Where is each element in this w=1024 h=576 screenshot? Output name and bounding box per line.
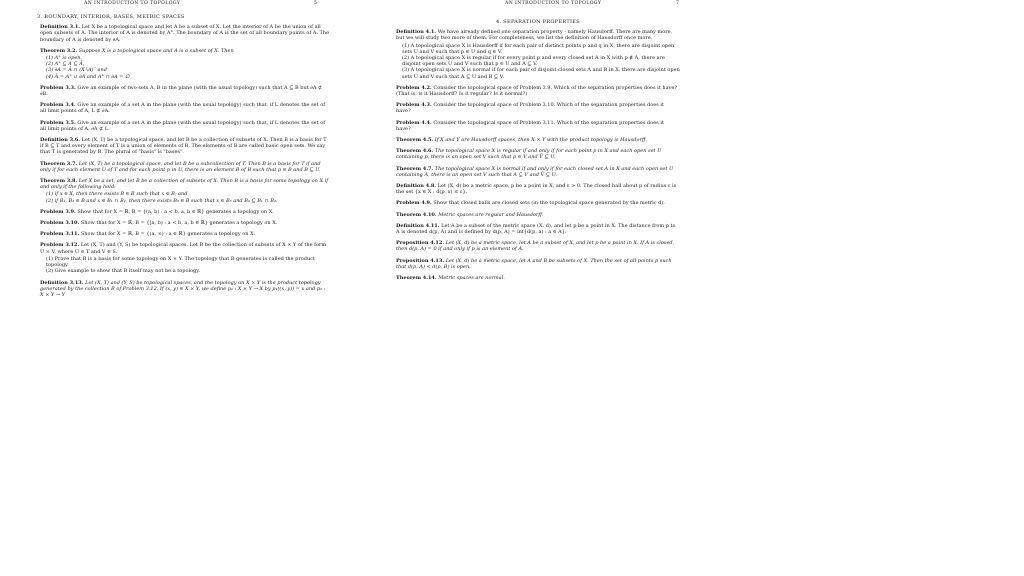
item-label: Definition 4.11. xyxy=(396,222,440,229)
paragraph xyxy=(396,275,680,281)
paragraph xyxy=(396,258,680,270)
page-number: 5 xyxy=(314,1,317,6)
item-label: Problem 3.10. xyxy=(40,220,80,227)
page-content xyxy=(396,14,680,286)
paragraph xyxy=(40,48,330,54)
item-list xyxy=(40,24,330,298)
item-label: Definition 4.8. xyxy=(396,183,437,190)
text-block xyxy=(40,120,330,132)
paragraph xyxy=(396,166,680,178)
paragraph xyxy=(396,148,680,160)
item-text: Let (X, T) be a topological space, and let B be a collection of subsets of X. Then B is a basis for T if B ⊆ T and every element of T is a union of elements of B. The elements of B are called basic open sets. We say that T is generated by B. The plural of "basis" is "bases". xyxy=(40,137,327,156)
text-block xyxy=(40,85,330,97)
item-text: The topological space X is regular if and only if for each point p in X and each open set U containing p, there is an open set V such that p ∈ V and V̄ ⊆ U. xyxy=(396,148,662,161)
text-block xyxy=(396,212,680,218)
item-label: Definition 3.6. xyxy=(40,137,81,144)
running-header: AN INTRODUCTION TO TOPOLOGY xyxy=(84,1,181,6)
text-block xyxy=(40,220,330,226)
item-text: Metric spaces are normal. xyxy=(436,275,505,282)
right-page xyxy=(340,0,682,576)
item-text: Give an example of a set A in the plane (with the usual topology) such that, if L denotes the set of all limit points of A, L ⊄ ∂A. xyxy=(40,102,326,115)
paragraph xyxy=(40,280,330,299)
item-text: If X and Y are Hausdorff spaces, then X × Y with the product topology is Hausdorff. xyxy=(433,137,648,144)
text-block xyxy=(396,183,680,195)
list-item: (2) if B₁, B₂ ∈ B and x ∈ B₁ ∩ B₂, then there exists B₃ ∈ B such that x ∈ B₃ and B₃ ⊆ B₁ ∩ B₂. xyxy=(46,197,278,204)
item-text: Let X be a topological space and let A be a subset of X. Let the interior of A be the union of all open subsets of A. The interior of A is denoted by A°. The boundary of A is the set of all boundary points of A. The boundary of A is denoted by ∂A. xyxy=(40,24,330,43)
item-label: Problem 3.11. xyxy=(40,231,80,238)
paragraph xyxy=(396,29,680,41)
item-label: Theorem 4.10. xyxy=(396,211,437,218)
enumerated-list xyxy=(402,43,680,80)
list-item: (2) A topological space X is regular if for every point p and every closed set A in X with p ∉ A, there are disjoint open sets U and V such that p ∈ U and A ⊆ V. xyxy=(402,55,665,68)
text-block xyxy=(40,178,330,204)
paragraph xyxy=(396,183,680,195)
paragraph xyxy=(40,231,330,237)
text-block xyxy=(396,29,680,80)
list-item: (3) A topological space X is normal if for each pair of disjoint closed sets A and B in X, there are disjoint open sets U and V such that A ⊆ U and B ⊆ V. xyxy=(402,67,680,80)
text-block xyxy=(396,120,680,132)
paragraph xyxy=(40,137,330,156)
list-item: (3) ∂A = Ā ∩ (X∖A)‾ and xyxy=(46,67,107,74)
item-label: Theorem 3.8. xyxy=(40,178,78,185)
text-block xyxy=(396,200,680,206)
page-number: 7 xyxy=(676,1,679,6)
paragraph xyxy=(396,212,680,218)
paragraph xyxy=(40,242,330,254)
paragraph xyxy=(396,137,680,143)
list-item: (2) Give example to show that B itself may not be a topology. xyxy=(46,268,201,275)
text-block xyxy=(396,258,680,270)
enumerated-list xyxy=(46,256,330,275)
item-text: Consider the topological space of Problem 3.11. Which of the separation properties does it have? xyxy=(396,119,664,132)
item-text: Consider the topological space of Problem 3.9. Which of the separation properties does it have? (That is, is it Hausdorff? Is it regular? Is it normal?) xyxy=(396,84,678,98)
text-block xyxy=(40,161,330,173)
item-label: Theorem 4.6. xyxy=(396,148,434,155)
item-label: Problem 3.9. xyxy=(40,208,76,215)
text-block xyxy=(40,24,330,43)
item-text: Give an example of a set A in the plane (with the usual topology) such that, if L denotes the set of all limit points of A, ∂A ⊄ L. xyxy=(40,119,326,132)
text-block xyxy=(396,275,680,281)
text-block xyxy=(396,148,680,160)
paragraph xyxy=(40,24,330,43)
text-block xyxy=(396,85,680,97)
item-text: Let X be a set, and let B be a collection of subsets of X. Then B is a basis for some topology on X if and only if the following hold: xyxy=(40,178,329,191)
paragraph xyxy=(396,85,680,97)
item-text: Show that for X = ℝ, B = {(a, b) : a < b, a, b ∈ ℝ} generates a topology on X. xyxy=(75,208,274,215)
enumerated-list xyxy=(46,55,330,80)
item-label: Problem 4.2. xyxy=(396,84,432,91)
paragraph xyxy=(396,120,680,132)
text-block xyxy=(396,240,680,252)
paragraph xyxy=(40,178,330,190)
list-item: (1) if x ∈ X, then there exists B ∈ B such that x ∈ B; and xyxy=(46,191,188,198)
item-label: Problem 3.4. xyxy=(40,102,76,109)
item-text: Let A be a subset of the metric space (X, d), and let p be a point in X. The distance from p to A is denoted d(p, A) and is defined by d(p, A) = inf{d(p, a) : a ∈ A}. xyxy=(396,222,676,236)
paragraph xyxy=(40,220,330,226)
left-page xyxy=(0,0,340,576)
enumerated-list xyxy=(46,191,330,203)
item-text: Show that closed balls are closed sets (in the topological space generated by the metric d). xyxy=(431,200,665,207)
item-label: Theorem 3.7. xyxy=(40,160,78,167)
text-block xyxy=(40,242,330,274)
paragraph xyxy=(396,200,680,206)
item-text: Let (X, T) be a topological space, and let B be a subcollection of T. Then B is a basis for T if and only if for each element U of T and for each point p in U, there is an element B of B such that p ∈ B and B ⊆ U. xyxy=(40,160,321,173)
text-block xyxy=(396,166,680,178)
item-text: Consider the topological space of Problem 3.10. Which of the separation properties does it have? xyxy=(396,102,664,115)
item-list xyxy=(396,29,680,281)
text-block xyxy=(40,137,330,156)
text-block xyxy=(396,102,680,114)
item-text: The topological space X is normal if and only if for each closed set A in X and each open set U containing A, there is an open set V such that A ⊆ V and V̄ ⊆ U. xyxy=(396,165,674,178)
item-text: Give an example of two sets A, B in the plane (with the usual topology) such that A ⊆ B but ∂A ⊄ ∂B. xyxy=(40,84,323,98)
paragraph xyxy=(40,161,330,173)
paragraph xyxy=(40,209,330,215)
item-text: We have already defined one separation property - namely Hausdorff. There are many more, but we will study two more of them. For completeness, we list the definition of Hausdorff once more. xyxy=(396,29,673,42)
item-text: Let (X, T) and (Y, S) be topological spaces, and the topology on X × Y is the product topology generated by the collection B of Problem 3.12. If (x, y) ∈ X × Y, we define p₁ : X × Y → X by p₁((x, y)) = x and p₂ : X × Y → Y xyxy=(40,279,326,298)
item-label: Theorem 4.14. xyxy=(396,275,437,282)
item-label: Problem 3.3. xyxy=(40,84,76,91)
paragraph xyxy=(396,223,680,235)
text-block xyxy=(40,209,330,215)
paragraph xyxy=(40,85,330,97)
page-content xyxy=(37,14,330,303)
item-text: Suppose X is a topological space and A is a subset of X. Then xyxy=(77,47,234,54)
item-label: Definition 4.1. xyxy=(396,29,437,36)
item-text: Let (X, d) be a metric space, let A and B be subsets of X. Then the set of all points p such that d(p, A) < d(p, B) is open. xyxy=(396,257,672,270)
text-block xyxy=(396,137,680,143)
paragraph xyxy=(40,120,330,132)
item-label: Definition 3.1. xyxy=(40,24,81,31)
running-header: AN INTRODUCTION TO TOPOLOGY xyxy=(505,1,602,6)
paragraph xyxy=(396,240,680,252)
text-block xyxy=(396,223,680,235)
text-block xyxy=(40,102,330,114)
item-label: Definition 3.13. xyxy=(40,279,84,286)
item-label: Problem 3.12. xyxy=(40,242,80,249)
list-item: (1) A° is open, xyxy=(46,55,83,62)
text-block xyxy=(40,280,330,299)
text-block xyxy=(40,48,330,80)
text-block xyxy=(40,231,330,237)
item-label: Theorem 3.2. xyxy=(40,47,78,54)
list-item: (2) A° ⊆ A ⊆ Ā, xyxy=(46,61,85,68)
item-label: Problem 4.4. xyxy=(396,119,432,126)
item-label: Proposition 4.13. xyxy=(396,257,445,264)
paragraph xyxy=(396,102,680,114)
item-label: Problem 4.9. xyxy=(396,200,432,207)
section-title: 3. BOUNDARY, INTERIOR, BASES, METRIC SPACES xyxy=(37,14,185,20)
item-label: Proposition 4.12. xyxy=(396,240,445,247)
list-item: (1) Prove that B is a basis for some topology on X × Y. The topology that B generates is called the product topology. xyxy=(46,255,316,269)
item-label: Theorem 4.5. xyxy=(396,137,434,144)
item-label: Problem 4.3. xyxy=(396,102,432,109)
section-title: 4. SEPARATION PROPERTIES xyxy=(496,19,580,25)
list-item: (4) Ā = A° ∪ ∂A and A° ∩ ∂A = ∅ xyxy=(46,73,130,80)
item-text: Metric spaces are regular and Hausdorff. xyxy=(436,211,544,218)
item-label: Problem 3.5. xyxy=(40,119,76,126)
item-text: Let (X, d) be a metric space, let A be a subset of X, and let p be a point in X. If A is closed, then d(p, A) = 0 if and only if p is an element of A. xyxy=(396,240,675,253)
item-text: Show that for X = ℝ, B = {[a, b) : a < b, a, b ∈ ℝ} generates a topology on X. xyxy=(79,220,278,227)
list-item: (1) A topological space X is Hausdorff if for each pair of distinct points p and q in X, there are disjoint open sets U and V such that p ∈ U and q ∈ V. xyxy=(402,42,675,55)
item-label: Theorem 4.7. xyxy=(396,165,434,172)
item-text: Let (X, T) and (Y, S) be topological spaces. Let B be the collection of subsets of X × Y of the form U × V, where U ∈ T and V ∈ S. xyxy=(40,242,327,255)
item-text: Show that for X = ℝ, B = {(a, ∞) : a ∈ ℝ} generates a topology on X. xyxy=(79,231,256,238)
paragraph xyxy=(40,102,330,114)
item-text: Let (X, d) be a metric space, p be a point in X, and ε > 0. The closed ball about p of radius ε is the set {x ∈ X : d(p, x) ≤ ε}. xyxy=(396,183,677,196)
